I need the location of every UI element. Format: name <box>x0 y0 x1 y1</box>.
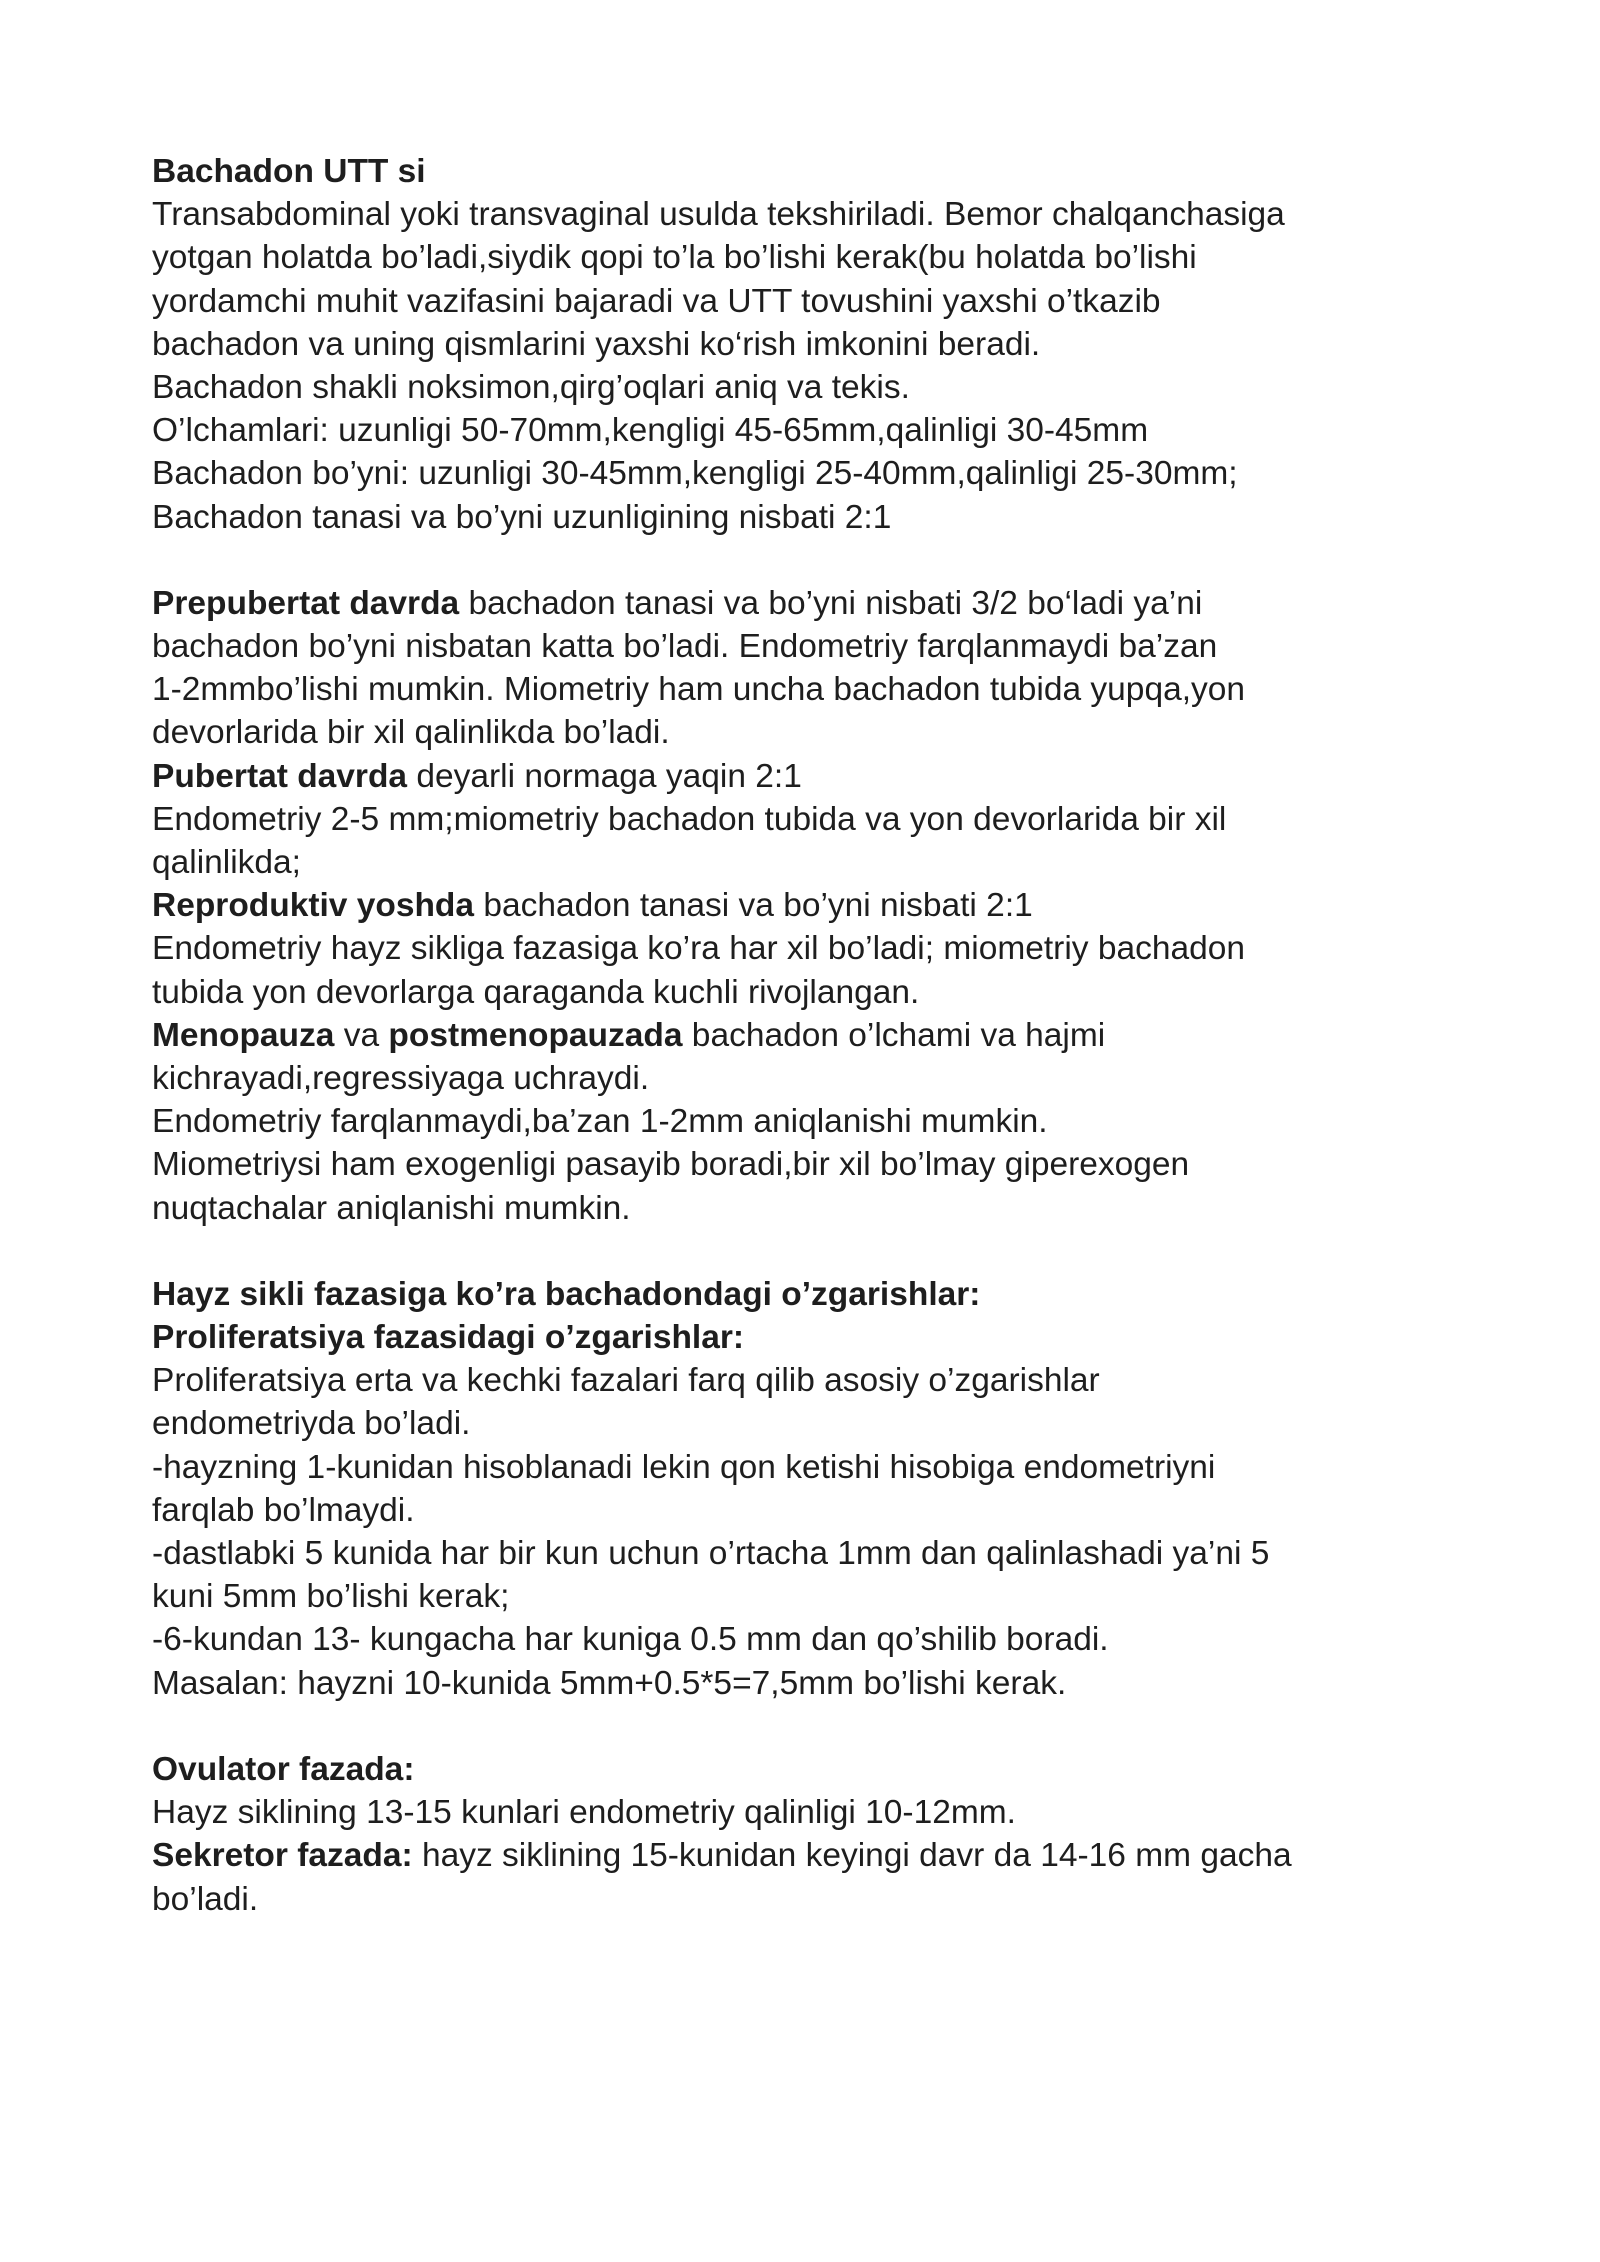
bold-term: Prepubertat davrda <box>152 584 460 622</box>
line-text: kichrayadi,regressiyaga uchraydi. <box>152 1059 650 1097</box>
line-text: Endometriy farqlanmaydi,ba’zan 1-2mm aniqlanishi mumkin. <box>152 1103 1048 1141</box>
text-line <box>152 668 1472 711</box>
text-line <box>152 798 1472 841</box>
text-line <box>152 1834 1472 1877</box>
text-line <box>152 625 1472 668</box>
text-line <box>152 1057 1472 1100</box>
line-text: bo’ladi. <box>152 1880 259 1918</box>
text-line <box>152 1316 1472 1359</box>
text-line <box>152 755 1472 798</box>
bold-term: Ovulator fazada: <box>152 1750 415 1788</box>
text-line <box>152 1618 1472 1661</box>
line-text: Bachadon shakli noksimon,qirg’oqlari aniq va tekis. <box>152 368 910 406</box>
text-line <box>152 841 1472 884</box>
line-text: bachadon o’lchami va hajmi <box>682 1016 1106 1054</box>
text-line <box>152 409 1472 452</box>
text-line <box>152 193 1472 236</box>
line-text: farqlab bo’lmaydi. <box>152 1491 415 1529</box>
text-line <box>152 236 1472 279</box>
document-body <box>152 150 1472 1921</box>
text-line <box>152 971 1472 1014</box>
text-line <box>152 711 1472 754</box>
text-line <box>152 1187 1472 1230</box>
text-line <box>152 582 1472 625</box>
line-text: bachadon tanasi va bo’yni nisbati 3/2 bo‘ladi ya’ni <box>459 584 1203 622</box>
text-line <box>152 1402 1472 1445</box>
bold-term: Pubertat davrda <box>152 757 408 795</box>
line-text: Transabdominal yoki transvaginal usulda tekshiriladi. Bemor chalqanchasiga <box>152 196 1285 234</box>
line-text: Bachadon bo’yni: uzunligi 30-45mm,kengligi 25-40mm,qalinligi 25-30mm; <box>152 455 1238 493</box>
line-text: -hayzning 1-kunidan hisoblanadi lekin qon ketishi hisobiga endometriyni <box>152 1448 1216 1486</box>
line-text: nuqtachalar aniqlanishi mumkin. <box>152 1189 631 1227</box>
blank-line <box>152 539 1472 582</box>
line-text: tubida yon devorlarga qaraganda kuchli rivojlangan. <box>152 973 920 1011</box>
bold-term: Menopauza <box>152 1016 335 1054</box>
text-line <box>152 1014 1472 1057</box>
bold-term: Proliferatsiya fazasidagi o’zgarishlar: <box>152 1319 745 1357</box>
text-line <box>152 1575 1472 1618</box>
text-line <box>152 1532 1472 1575</box>
line-text: Proliferatsiya erta va kechki fazalari farq qilib asosiy o’zgarishlar <box>152 1362 1100 1400</box>
text-line <box>152 1878 1472 1921</box>
line-text: hayz siklining 15-kunidan keyingi davr da 14-16 mm gacha <box>412 1837 1292 1875</box>
line-text: deyarli normaga yaqin 2:1 <box>407 757 802 795</box>
text-line <box>152 323 1472 366</box>
line-text: bachadon tanasi va bo’yni nisbati 2:1 <box>474 887 1033 925</box>
blank-line <box>152 1705 1472 1748</box>
line-text: Miometriysi ham exogenligi pasayib boradi,bir xil bo’lmay giperexogen <box>152 1146 1190 1184</box>
line-text: endometriyda bo’ladi. <box>152 1405 471 1443</box>
line-text: bachadon va uning qismlarini yaxshi ko‘rish imkonini beradi. <box>152 325 1041 363</box>
text-line <box>152 1273 1472 1316</box>
line-text: devorlarida bir xil qalinlikda bo’ladi. <box>152 714 670 752</box>
text-line <box>152 927 1472 970</box>
line-text: yordamchi muhit vazifasini bajaradi va UTT tovushini yaxshi o’tkazib <box>152 282 1161 320</box>
line-text: kuni 5mm bo’lishi kerak; <box>152 1578 510 1616</box>
text-line <box>152 452 1472 495</box>
text-line <box>152 1748 1472 1791</box>
line-text: yotgan holatda bo’ladi,siydik qopi to’la bo’lishi kerak(bu holatda bo’lishi <box>152 239 1197 277</box>
text-line <box>152 1791 1472 1834</box>
text-line <box>152 1143 1472 1186</box>
text-line <box>152 496 1472 539</box>
text-line <box>152 1662 1472 1705</box>
line-text: va <box>334 1016 389 1054</box>
text-line <box>152 280 1472 323</box>
line-text: Hayz siklining 13-15 kunlari endometriy qalinligi 10-12mm. <box>152 1794 1016 1832</box>
bold-term: postmenopauzada <box>388 1016 683 1054</box>
line-text: -6-kundan 13- kungacha har kuniga 0.5 mm dan qo’shilib boradi. <box>152 1621 1109 1659</box>
line-text: Bachadon tanasi va bo’yni uzunligining nisbati 2:1 <box>152 498 892 536</box>
text-line <box>152 884 1472 927</box>
text-line <box>152 1359 1472 1402</box>
line-text: qalinlikda; <box>152 844 301 881</box>
line-text: Endometriy hayz sikliga fazasiga ko’ra har xil bo’ladi; miometriy bachadon <box>152 930 1245 968</box>
line-text: 1-2mmbo’lishi mumkin. Miometriy ham uncha bachadon tubida yupqa,yon <box>152 671 1246 709</box>
text-line <box>152 150 1472 193</box>
line-text: Endometriy 2-5 mm;miometriy bachadon tubida va yon devorlarida bir xil <box>152 800 1227 838</box>
line-text: -dastlabki 5 kunida har bir kun uchun o’rtacha 1mm dan qalinlashadi ya’ni 5 <box>152 1535 1270 1572</box>
blank-line <box>152 1230 1472 1273</box>
bold-term: Sekretor fazada: <box>152 1837 413 1875</box>
text-line <box>152 1446 1472 1489</box>
line-text: bachadon bo’yni nisbatan katta bo’ladi. Endometriy farqlanmaydi ba’zan <box>152 628 1218 666</box>
text-line <box>152 1100 1472 1143</box>
bold-term: Reproduktiv yoshda <box>152 887 475 925</box>
bold-term: Bachadon UTT si <box>152 153 426 190</box>
line-text: Masalan: hayzni 10-kunida 5mm+0.5*5=7,5mm bo’lishi kerak. <box>152 1664 1067 1702</box>
line-text: O’lchamlari: uzunligi 50-70mm,kengligi 45-65mm,qalinligi 30-45mm <box>152 412 1149 450</box>
bold-term: Hayz sikli fazasiga ko’ra bachadondagi o’zgarishlar: <box>152 1275 981 1313</box>
text-line <box>152 1489 1472 1532</box>
text-line <box>152 366 1472 409</box>
